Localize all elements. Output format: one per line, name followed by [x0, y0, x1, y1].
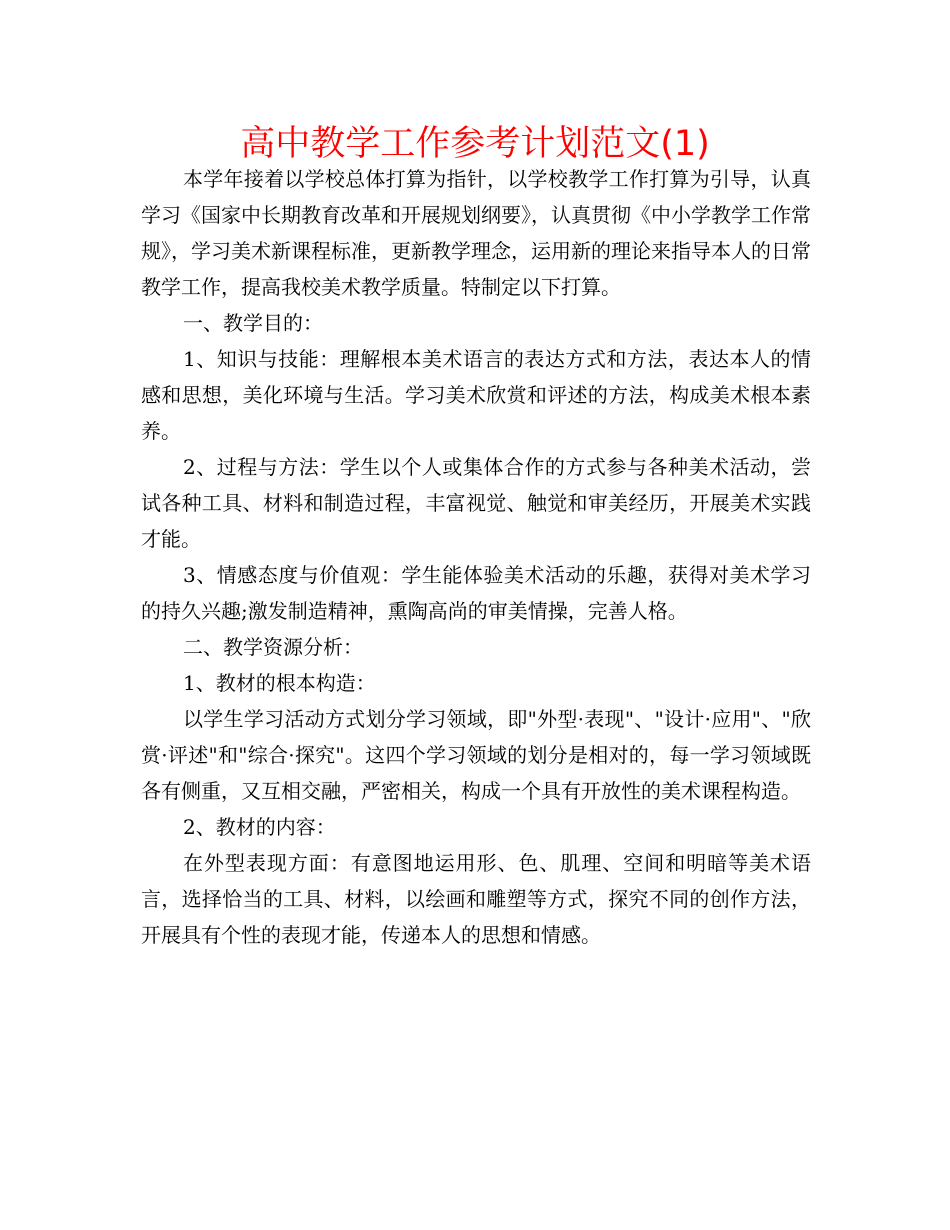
paragraph-knowledge-skills: 1、知识与技能：理解根本美术语言的表达方式和方法，表达本人的情感和思想，美化环境与生活。学习美术欣赏和评述的方法，构成美术根本素养。 [141, 347, 811, 443]
paragraph-intro: 本学年接着以学校总体打算为指针，以学校教学工作打算为引导，认真学习《国家中长期教育改革和开展规划纲要》，认真贯彻《中小学教学工作常规》，学习美术新课程标准，更新教学理念，运用新的理论来指导本人的日常教学工作，提高我校美术教学质量。特制定以下打算。 [141, 167, 811, 299]
paragraph-learning-domains: 以学生学习活动方式划分学习领域，即"外型·表现"、"设计·应用"、"欣赏·评述"和"综合·探究"。这四个学习领域的划分是相对的，每一学习领域既各有侧重，又互相交融，严密相关，构成一个具有开放性的美术课程构造。 [141, 707, 811, 803]
heading-resource-analysis: 二、教学资源分析： [183, 635, 363, 659]
paragraph-emotion-values: 3、情感态度与价值观：学生能体验美术活动的乐趣，获得对美术学习的持久兴趣;激发制造精神，熏陶高尚的审美情操，完善人格。 [141, 563, 811, 623]
subheading-textbook-structure: 1、教材的根本构造： [183, 671, 376, 695]
heading-teaching-goals: 一、教学目的： [183, 311, 323, 335]
subheading-textbook-content: 2、教材的内容： [183, 815, 336, 839]
document-title: 高中教学工作参考计划范文(1) [240, 124, 710, 164]
paragraph-process-methods: 2、过程与方法：学生以个人或集体合作的方式参与各种美术活动，尝试各种工具、材料和制造过程，丰富视觉、触觉和审美经历，开展美术实践才能。 [141, 455, 811, 551]
document-body [141, 161, 811, 953]
paragraph-modeling-expression: 在外型表现方面：有意图地运用形、色、肌理、空间和明暗等美术语言，选择恰当的工具、材料，以绘画和雕塑等方式，探究不同的创作方法，开展具有个性的表现才能，传递本人的思想和情感。 [141, 851, 811, 947]
